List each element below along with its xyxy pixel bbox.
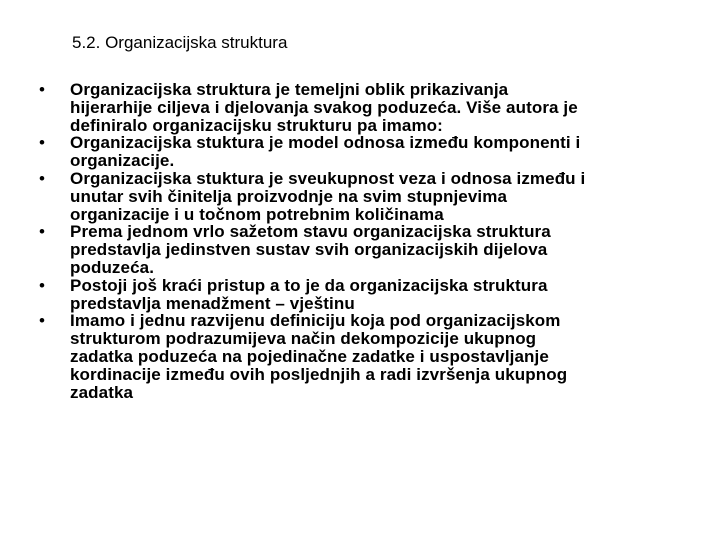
bullet-item-6 <box>39 312 709 401</box>
bullet-list <box>39 81 709 401</box>
bullet-marker: • <box>39 168 46 188</box>
bullet-text: Imamo i jednu razvijenu definiciju koja pod organizacijskom strukturom podrazumijeva način dekompozicije ukupnog zadatka poduzeća na pojedinačne zadatke i uspostavljanje kordinacije između ovih posljednjih a radi izvršenja ukupnog zadatka <box>70 311 568 402</box>
bullet-text: Organizacijska struktura je temeljni oblik prikazivanja hijerarhije ciljeva i djelovanja svakog poduzeća. Više autora je definiralo organizacijsku strukturu pa imamo: <box>70 80 578 135</box>
bullet-item-1 <box>39 81 709 134</box>
bullet-marker: • <box>39 311 46 331</box>
bullet-item-4 <box>39 223 709 276</box>
bullet-text: Prema jednom vrlo sažetom stavu organizacijska struktura predstavlja jedinstven sustav svih organizacijskih dijelova poduzeća. <box>70 222 551 277</box>
slide-title: 5.2. Organizacijska struktura <box>72 33 288 52</box>
bullet-item-3 <box>39 170 709 223</box>
bullet-text: Organizacijska stuktura je model odnosa između komponenti i organizacije. <box>70 133 581 171</box>
bullet-marker: • <box>39 222 46 242</box>
bullet-marker: • <box>39 275 46 295</box>
bullet-item-2 <box>39 134 709 170</box>
bullet-item-5 <box>39 277 709 313</box>
bullet-text: Postoji još kraći pristup a to je da organizacijska struktura predstavlja menadžment – vještinu <box>70 275 548 313</box>
bullet-marker: • <box>39 80 46 99</box>
bullet-text: Organizacijska stuktura je sveukupnost veza i odnosa između i unutar svih činitelja proizvodnje na svim stupnjevima organizacije i u točnom potrebnim količinama <box>70 168 586 224</box>
bullet-marker: • <box>39 133 46 153</box>
